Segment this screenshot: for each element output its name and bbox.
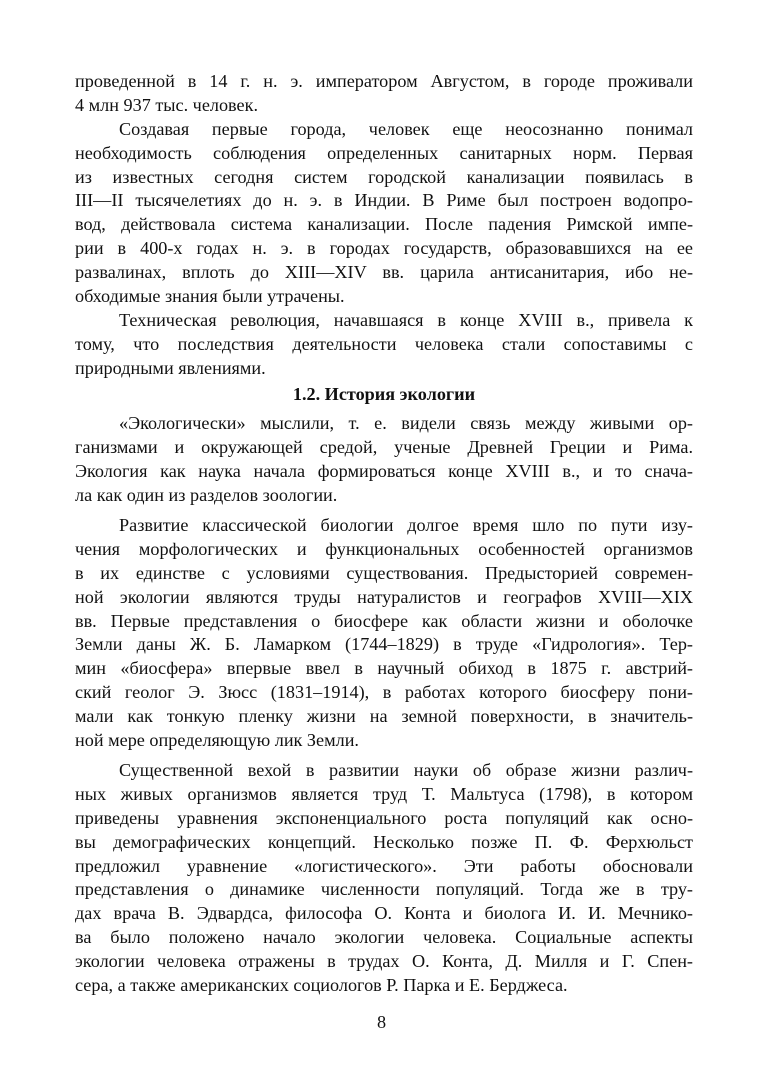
text-line: тому, что последствия деятельности человека стали сопоставимы с: [75, 333, 693, 354]
text-line: 4 млн 937 тыс. человек.: [75, 94, 258, 115]
paragraph: [75, 118, 693, 309]
text-line: сера, а также американских социологов Р. Парка и Е. Берджеса.: [75, 974, 568, 995]
text-line: развалинах, вплоть до XIII—XIV вв. царила антисанитария, ибо не-: [75, 262, 693, 283]
text-line: Техническая революция, начавшаяся в конце XVIII в., привела к: [119, 309, 693, 330]
body-text: [75, 70, 693, 998]
text-line: «Экологически» мыслили, т. е. видели связь между живыми ор-: [119, 413, 693, 434]
text-line: мали как тонкую пленку жизни на земной поверхности, в значитель-: [75, 706, 693, 727]
text-line: вы демографических концепций. Несколько позже П. Ф. Ферхюльст: [75, 831, 693, 852]
text-line: Развитие классической биологии долгое время шло по пути изу-: [119, 515, 693, 536]
text-line: в их единстве с условиями существования. Предысторией современ-: [75, 562, 693, 583]
text-line: ла как один из разделов зоологии.: [75, 485, 338, 506]
text-line: мин «биосфера» впервые ввел в научный обиход в 1875 г. австрий-: [75, 658, 693, 679]
paragraph: [75, 514, 693, 753]
paragraph: [75, 309, 693, 381]
section-heading: 1.2. История экологии: [292, 383, 476, 404]
text-line: дах врача В. Эдвардса, философа О. Конта и биолога И. И. Мечнико-: [75, 903, 693, 924]
text-line: ский геолог Э. Зюсс (1831–1914), в работах которого биосферу пони-: [75, 682, 693, 703]
paragraph: [75, 759, 693, 998]
text-line: чения морфологических и функциональных особенностей организмов: [75, 538, 693, 559]
text-line: ной мере определяющую лик Земли.: [75, 730, 359, 751]
text-line: вв. Первые представления о биосфере как области жизни и оболочке: [75, 610, 693, 631]
text-line: ной экологии являются труды натуралистов и географов XVIII—XIX: [75, 586, 693, 607]
text-line: ных живых организмов является труд Т. Мальтуса (1798), в котором: [75, 783, 693, 804]
text-line: III—II тысячелетиях до н. э. в Индии. В Риме был построен водопро-: [75, 190, 693, 211]
text-line: Существенной вехой в развитии науки об образе жизни различ-: [119, 759, 693, 780]
text-line: ганизмами и окружающей средой, ученые Древней Греции и Рима.: [75, 437, 693, 458]
paragraph: [75, 70, 693, 118]
text-line: Создавая первые города, человек еще неосознанно понимал: [119, 118, 693, 139]
text-line: обходимые знания были утрачены.: [75, 286, 345, 307]
text-line: природными явлениями.: [75, 357, 266, 378]
text-line: рии в 400-х годах н. э. в городах государств, образовавшихся на ее: [75, 238, 693, 259]
text-line: вод, действовала система канализации. После падения Римской импе-: [75, 214, 693, 235]
text-line: экологии человека отражены в трудах О. Конта, Д. Милля и Г. Спен-: [75, 951, 693, 972]
text-line: представления о динамике численности популяций. Тогда же в тру-: [75, 879, 693, 900]
text-line: проведенной в 14 г. н. э. императором Августом, в городе проживали: [75, 71, 693, 91]
text-line: ва было положено начало экологии человека. Социальные аспекты: [75, 927, 693, 948]
text-line: из известных сегодня систем городской канализации появилась в: [75, 166, 693, 187]
text-line: Экология как наука начала формироваться конце XVIII в., и то снача-: [75, 461, 693, 482]
page-number: 8: [376, 1012, 387, 1032]
text-line: необходимость соблюдения определенных санитарных норм. Первая: [75, 142, 693, 163]
text-line: предложил уравнение «логистического». Эти работы обосновали: [75, 855, 693, 876]
text-line: приведены уравнения экспоненциального роста популяций как осно-: [75, 807, 693, 828]
text-line: Земли даны Ж. Б. Ламарком (1744–1829) в труде «Гидрология». Тер-: [75, 634, 693, 655]
paragraph: [75, 412, 693, 508]
